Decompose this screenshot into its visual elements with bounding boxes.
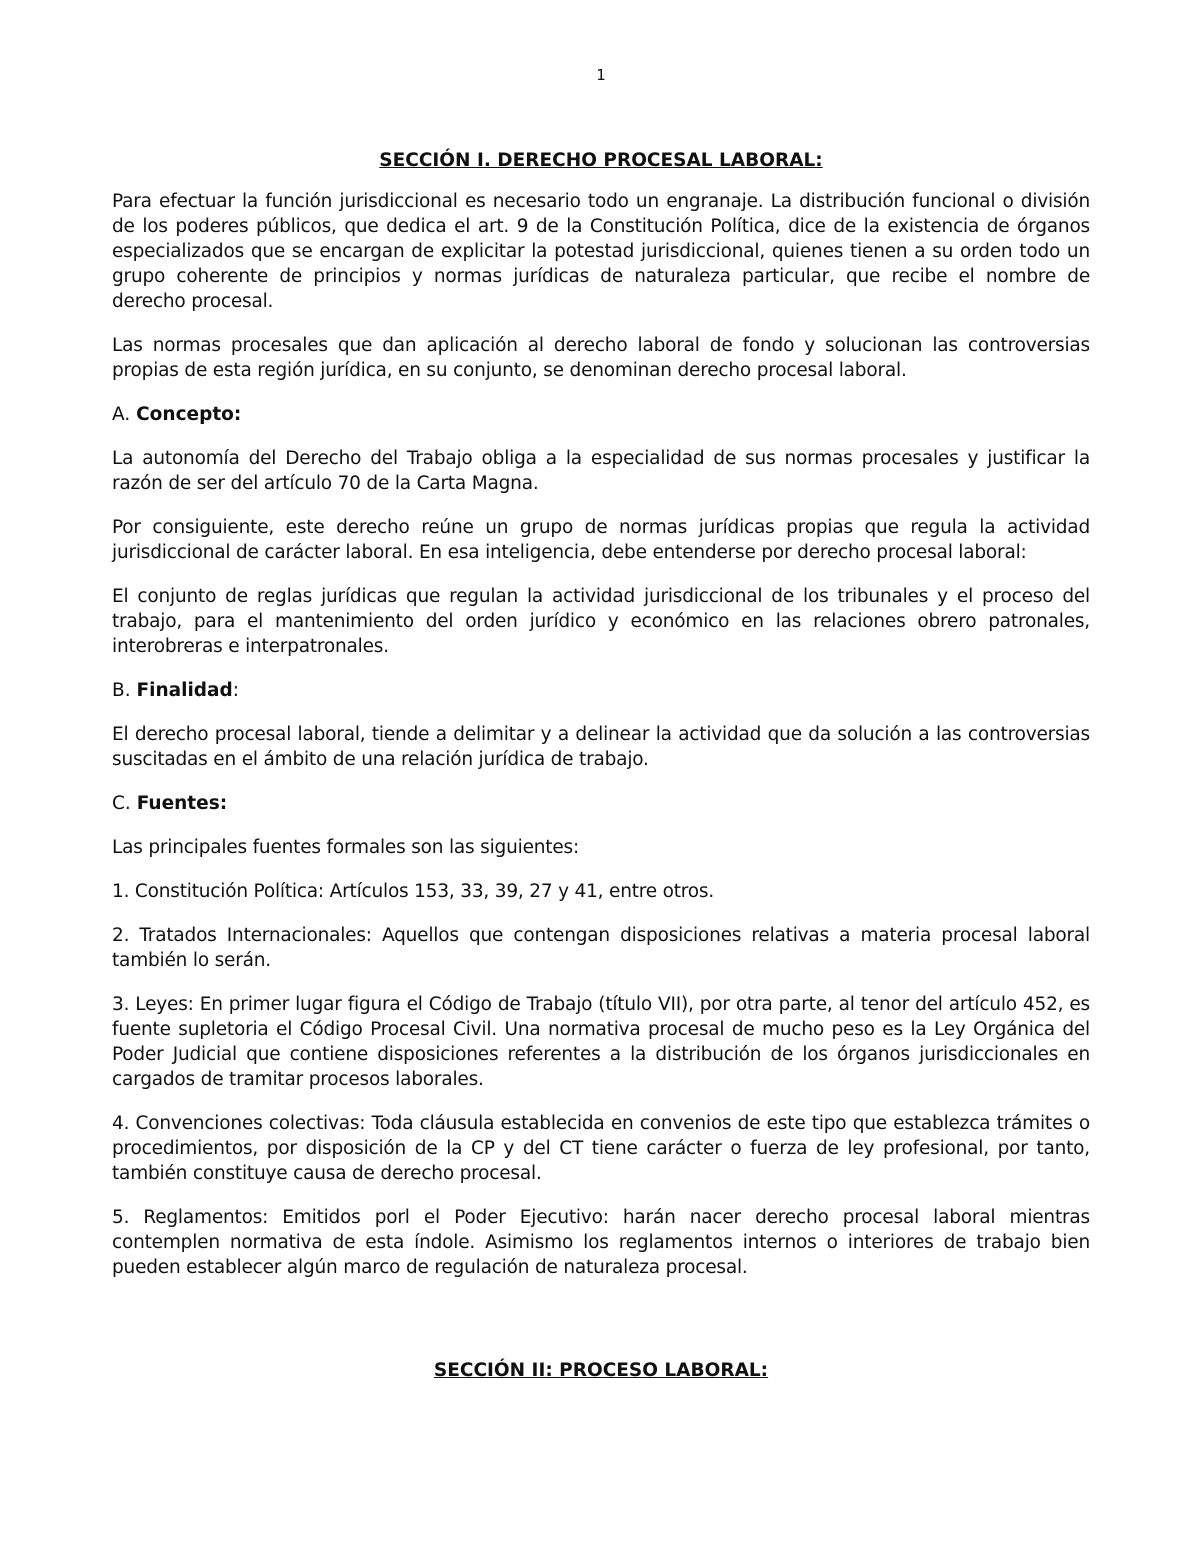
concepto-paragraph-2: Por consiguiente, este derecho reúne un grupo de normas jurídicas propias que regula la actividad jurisdiccional de carácter laboral. En esa inteligencia, debe entenderse por derecho procesal laboral: (112, 517, 1090, 563)
heading-title-finalidad: Finalidad (136, 680, 233, 701)
heading-finalidad (112, 678, 1090, 703)
heading-concepto (112, 402, 1090, 427)
heading-title-concepto: Concepto: (136, 404, 242, 425)
section-2-title: SECCIÓN II: PROCESO LABORAL: (433, 1360, 769, 1381)
fuentes-item-5: 5. Reglamentos: Emitidos porl el Poder Ejecutivo: harán nacer derecho procesal laboral mientras contemplen normativa de esta índole. Asimismo los reglamentos internos o interiores de trabajo bien pueden establecer algún marco de regulación de naturaleza procesal. (112, 1207, 1090, 1278)
intro-paragraph-1: Para efectuar la función jurisdiccional es necesario todo un engranaje. La distribución funcional o división de los poderes públicos, que dedica el art. 9 de la Constitución Política, dice de la existencia de órganos especializados que se encargan de explicitar la potestad jurisdiccional, quienes tienen a su orden todo un grupo coherente de principios y normas jurídicas de naturaleza particular, que recibe el nombre de derecho procesal. (112, 191, 1090, 312)
fuentes-item-2: 2. Tratados Internacionales: Aquellos que contengan disposiciones relativas a materia procesal laboral también lo serán. (112, 925, 1090, 971)
document-body (112, 148, 1090, 1299)
heading-title-fuentes: Fuentes: (136, 793, 228, 814)
page-number: 1 (596, 66, 606, 84)
heading-letter-b: B. (112, 680, 131, 701)
section-2 (112, 1358, 1090, 1399)
intro-paragraph-2: Las normas procesales que dan aplicación al derecho laboral de fondo y solucionan las controversias propias de esta región jurídica, en su conjunto, se denominan derecho procesal laboral. (112, 335, 1090, 381)
heading-letter-a: A. (112, 404, 131, 425)
concepto-paragraph-1: La autonomía del Derecho del Trabajo obliga a la especialidad de sus normas procesales y justificar la razón de ser del artículo 70 de la Carta Magna. (112, 448, 1090, 494)
section-1-title: SECCIÓN I. DERECHO PROCESAL LABORAL: (379, 150, 823, 171)
fuentes-item-1: 1. Constitución Política: Artículos 153, 33, 39, 27 y 41, entre otros. (112, 881, 715, 902)
fuentes-intro: Las principales fuentes formales son las siguientes: (112, 837, 579, 858)
concepto-paragraph-3: El conjunto de reglas jurídicas que regulan la actividad jurisdiccional de los tribunales y el proceso del trabajo, para el mantenimiento del orden jurídico y económico en las relaciones obrero patronales, interobreras e interpatronales. (112, 586, 1090, 657)
heading-colon: : (232, 680, 239, 701)
heading-letter-c: C. (112, 793, 131, 814)
fuentes-item-4: 4. Convenciones colectivas: Toda cláusula establecida en convenios de este tipo que establezca trámites o procedimientos, por disposición de la CP y del CT tiene carácter o fuerza de ley profesional, por tanto, también constituye causa de derecho procesal. (112, 1113, 1090, 1184)
fuentes-item-3: 3. Leyes: En primer lugar figura el Código de Trabajo (título VII), por otra parte, al tenor del artículo 452, es fuente supletoria el Código Procesal Civil. Una normativa procesal de mucho peso es la Ley Orgánica del Poder Judicial que contiene disposiciones referentes a la distribución de los órganos jurisdiccionales en cargados de tramitar procesos laborales. (112, 994, 1090, 1090)
heading-fuentes (112, 791, 1090, 816)
finalidad-paragraph: El derecho procesal laboral, tiende a delimitar y a delinear la actividad que da solución a las controversias suscitadas en el ámbito de una relación jurídica de trabajo. (112, 724, 1090, 770)
